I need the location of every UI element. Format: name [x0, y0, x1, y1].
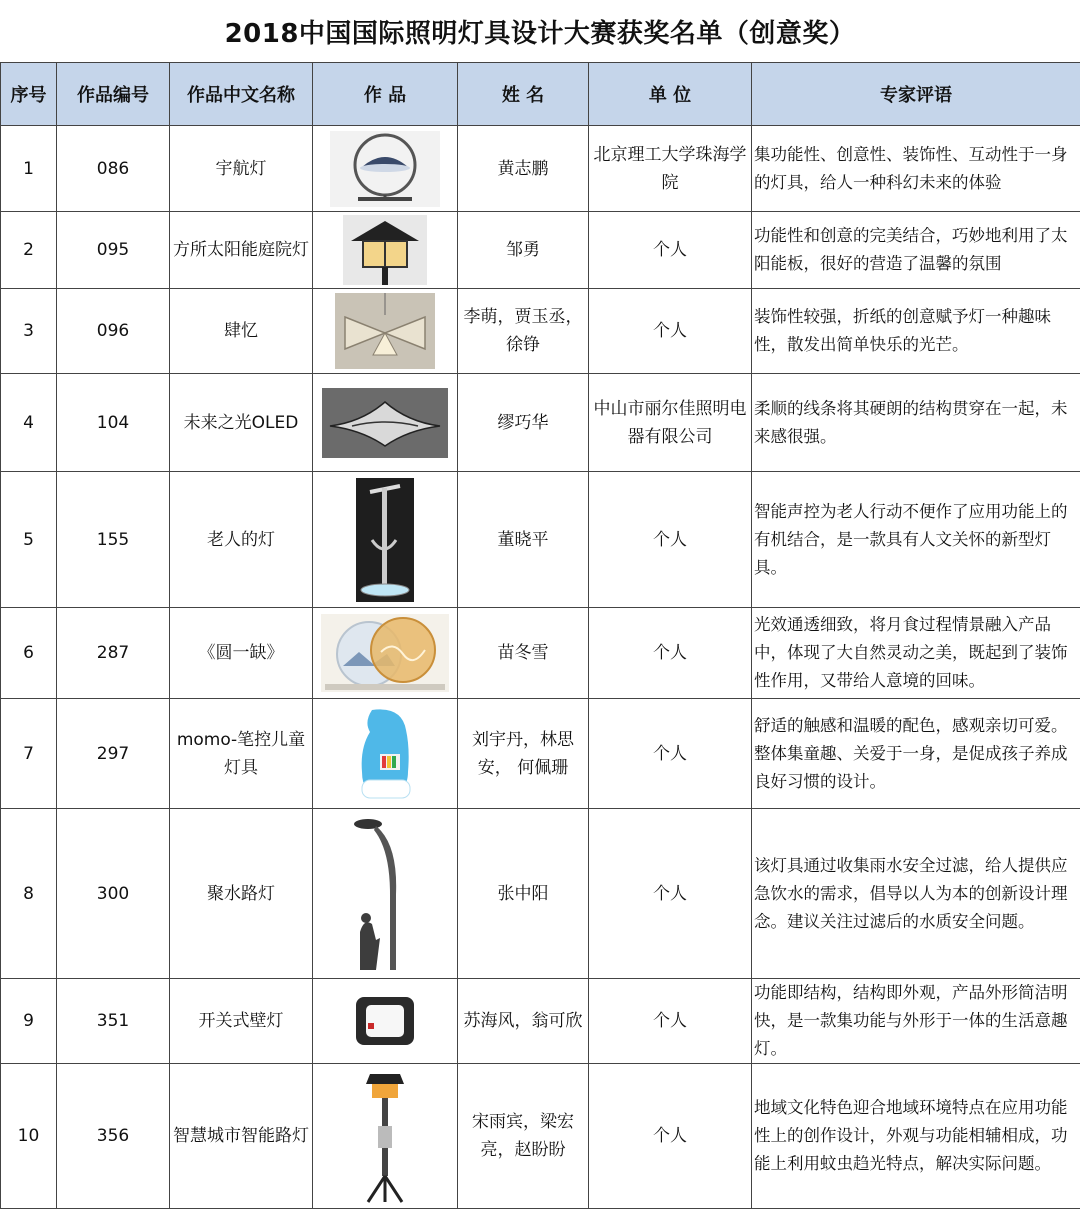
cell-comment: 功能即结构，结构即外观，产品外形简洁明快，是一款集功能与外形于一体的生活意趣灯。: [752, 979, 1080, 1064]
floor-lamp-icon: [356, 478, 414, 602]
cell-comment: 舒适的触感和温暖的配色，感观亲切可爱。整体集童趣、关爱于一身，是促成孩子养成良好习惯的设计。: [752, 699, 1080, 809]
table-row: [1, 212, 1080, 289]
cell-author: 苗冬雪: [458, 608, 589, 699]
cell-author: 黄志鹏: [458, 126, 589, 212]
cell-no: 7: [1, 699, 57, 809]
cell-name: 《圆一缺》: [170, 608, 313, 699]
cell-name: 聚水路灯: [170, 809, 313, 979]
cell-unit: 个人: [589, 979, 752, 1064]
table-row: [1, 289, 1080, 374]
cell-author: 宋雨宾，梁宏亮，赵盼盼: [458, 1064, 589, 1209]
cell-code: 096: [57, 289, 170, 374]
header-work: 作 品: [313, 63, 458, 126]
solar-garden-lamp-icon: [343, 215, 427, 285]
cell-image: [313, 212, 458, 289]
cell-unit: 个人: [589, 212, 752, 289]
cell-author: 苏海风，翁可欣: [458, 979, 589, 1064]
kids-lamp-icon: [350, 702, 420, 806]
cell-code: 155: [57, 472, 170, 608]
cell-unit: 个人: [589, 1064, 752, 1209]
cell-no: 9: [1, 979, 57, 1064]
cell-unit: 个人: [589, 289, 752, 374]
table-row: [1, 809, 1080, 979]
cell-author: 刘宇丹，林思安， 何佩珊: [458, 699, 589, 809]
smart-street-lamp-icon: [358, 1068, 412, 1204]
awards-table: [0, 62, 1080, 1209]
table-row: [1, 472, 1080, 608]
cell-comment: 装饰性较强，折纸的创意赋予灯一种趣味性，散发出简单快乐的光芒。: [752, 289, 1080, 374]
table-row: [1, 608, 1080, 699]
cell-comment: 光效通透细致，将月食过程情景融入产品中，体现了大自然灵动之美，既起到了装饰性作用，又带给人意境的回味。: [752, 608, 1080, 699]
header-code: 作品编号: [57, 63, 170, 126]
cell-author: 缪巧华: [458, 374, 589, 472]
cell-comment: 该灯具通过收集雨水安全过滤，给人提供应急饮水的需求，倡导以人为本的创新设计理念。建议关注过滤后的水质安全问题。: [752, 809, 1080, 979]
cell-unit: 个人: [589, 699, 752, 809]
cell-comment: 柔顺的线条将其硬朗的结构贯穿在一起，未来感很强。: [752, 374, 1080, 472]
cell-comment: 地域文化特色迎合地域环境特点在应用功能性上的创作设计，外观与功能相辅相成，功能上利用蚊虫趋光特点，解决实际问题。: [752, 1064, 1080, 1209]
cell-name: 老人的灯: [170, 472, 313, 608]
ring-lamp-icon: [330, 131, 440, 207]
cell-no: 4: [1, 374, 57, 472]
cell-name: 开关式壁灯: [170, 979, 313, 1064]
header-row: [1, 63, 1080, 126]
cell-unit: 北京理工大学珠海学院: [589, 126, 752, 212]
oled-pendant-icon: [322, 388, 448, 458]
header-name: 作品中文名称: [170, 63, 313, 126]
wall-lamp-icon: [352, 991, 418, 1051]
cell-author: 李萌，贾玉丞，徐铮: [458, 289, 589, 374]
cell-name: 宇航灯: [170, 126, 313, 212]
cell-code: 104: [57, 374, 170, 472]
header-unit: 单 位: [589, 63, 752, 126]
cell-no: 10: [1, 1064, 57, 1209]
header-no: 序号: [1, 63, 57, 126]
header-author: 姓 名: [458, 63, 589, 126]
cell-no: 3: [1, 289, 57, 374]
cell-comment: 集功能性、创意性、装饰性、互动性于一身的灯具，给人一种科幻未来的体验: [752, 126, 1080, 212]
cell-image: [313, 289, 458, 374]
cell-unit: 中山市丽尔佳照明电器有限公司: [589, 374, 752, 472]
cell-name: 智慧城市智能路灯: [170, 1064, 313, 1209]
cell-code: 297: [57, 699, 170, 809]
cell-comment: 功能性和创意的完美结合，巧妙地利用了太阳能板，很好的营造了温馨的氛围: [752, 212, 1080, 289]
cell-no: 2: [1, 212, 57, 289]
cell-comment: 智能声控为老人行动不便作了应用功能上的有机结合，是一款具有人文关怀的新型灯具。: [752, 472, 1080, 608]
cell-author: 邹勇: [458, 212, 589, 289]
table-row: [1, 699, 1080, 809]
table-row: [1, 979, 1080, 1064]
cell-image: [313, 699, 458, 809]
cell-image: [313, 126, 458, 212]
cell-code: 287: [57, 608, 170, 699]
cell-code: 300: [57, 809, 170, 979]
cell-name: 肆忆: [170, 289, 313, 374]
street-lamp-icon: [350, 814, 420, 974]
page-title: 2018中国国际照明灯具设计大赛获奖名单（创意奖）: [224, 18, 856, 49]
cell-no: 5: [1, 472, 57, 608]
cell-no: 8: [1, 809, 57, 979]
cell-image: [313, 374, 458, 472]
cell-name: 未来之光OLED: [170, 374, 313, 472]
cell-no: 1: [1, 126, 57, 212]
cell-code: 086: [57, 126, 170, 212]
eclipse-lamp-icon: [321, 614, 449, 692]
origami-lamp-icon: [335, 293, 435, 369]
cell-name: 方所太阳能庭院灯: [170, 212, 313, 289]
cell-no: 6: [1, 608, 57, 699]
cell-author: 董晓平: [458, 472, 589, 608]
table-row: [1, 126, 1080, 212]
cell-image: [313, 472, 458, 608]
cell-code: 351: [57, 979, 170, 1064]
cell-author: 张中阳: [458, 809, 589, 979]
cell-name: momo-笔控儿童灯具: [170, 699, 313, 809]
cell-code: 356: [57, 1064, 170, 1209]
cell-image: [313, 979, 458, 1064]
table-row: [1, 1064, 1080, 1209]
cell-image: [313, 608, 458, 699]
cell-unit: 个人: [589, 608, 752, 699]
table-row: [1, 374, 1080, 472]
cell-unit: 个人: [589, 472, 752, 608]
cell-image: [313, 809, 458, 979]
cell-code: 095: [57, 212, 170, 289]
cell-unit: 个人: [589, 809, 752, 979]
header-comment: 专家评语: [752, 63, 1080, 126]
cell-image: [313, 1064, 458, 1209]
